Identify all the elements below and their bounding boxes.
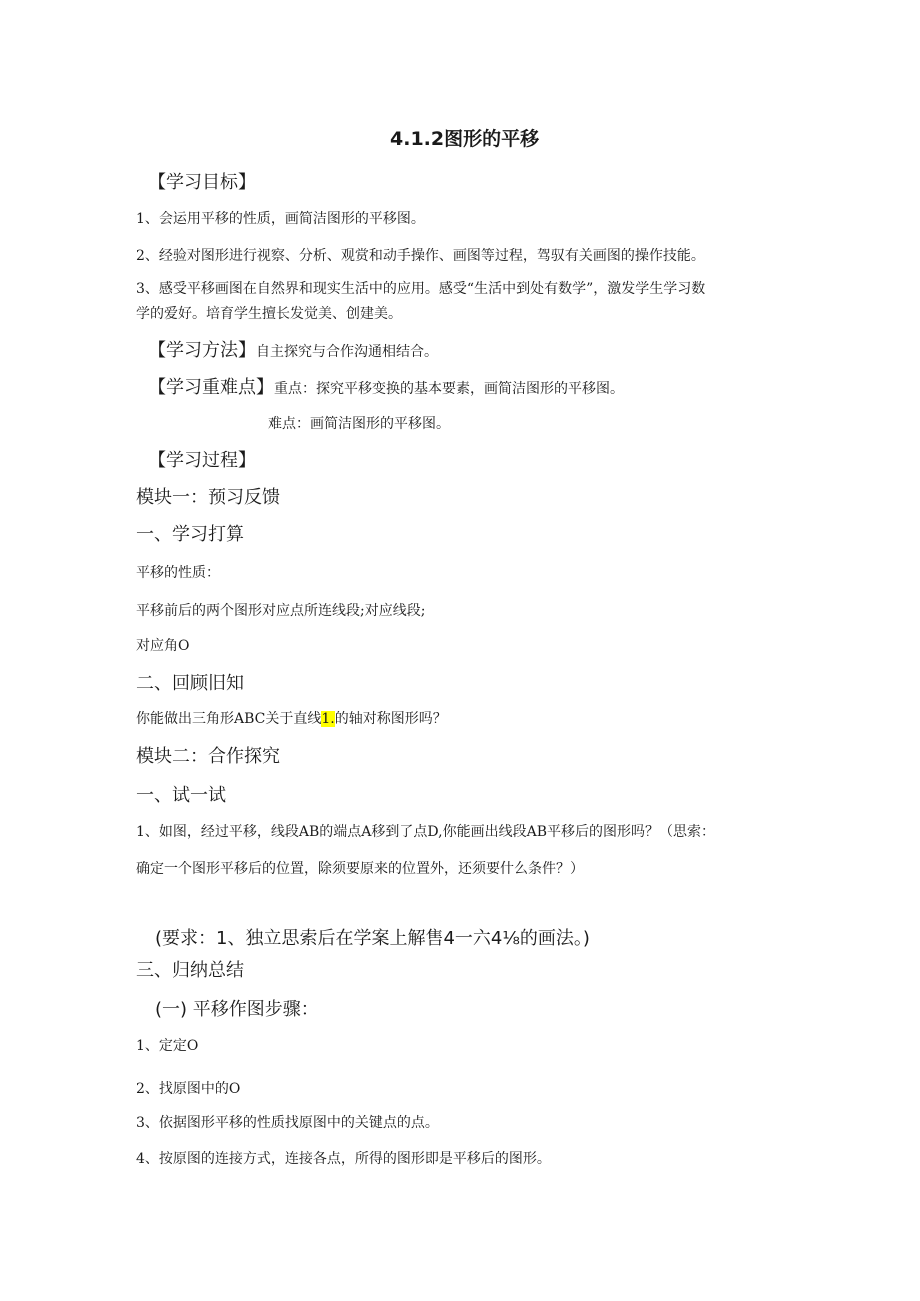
keypoints-difficulty: 难点：画简洁图形的平移图。 [268,416,450,432]
module2-sec3-subheading: (一) 平移作图步骤： [155,999,319,1020]
requirement-note: (要求：1、独立思索后在学案上解售4一六4⅛的画法。) [155,928,590,949]
keypoints-key: 重点：探究平移变换的基本要素，画简洁图形的平移图。 [274,381,624,397]
method-line [148,340,438,362]
objective-item: 2、经验对图形进行视察、分析、观赏和动手操作、画图等过程，驾驭有关画图的操作技能。 [136,248,705,264]
module1-sec1-line: 对应角O [136,638,190,654]
step-item: 3、依据图形平移的性质找原图中的关键点的点。 [136,1115,439,1131]
module1-heading: 模块一：预习反馈 [136,487,280,508]
objective-item: 3、感受平移画图在自然界和现实生活中的应用。感受“生活中到处有数学”，激发学生学习数 [136,281,706,297]
module2-sec3-heading: 三、归纳总结 [136,960,244,981]
objectives-heading: 【学习目标】 [148,172,256,193]
method-text: 自主探究与合作沟通相结合。 [256,344,438,360]
module1-sec1-heading: 一、学习打算 [136,524,244,545]
module2-heading: 模块二：合作探究 [136,746,280,767]
keypoints-line [148,377,624,399]
objective-item: 1、会运用平移的性质，画简洁图形的平移图。 [136,211,425,227]
question-text-before: 你能做出三角形ABC关于直线 [136,711,322,727]
step-item: 2、找原图中的O [136,1081,241,1097]
module2-sec1-line: 确定一个图形平移后的位置，除须要原来的位置外，还须要什么条件？） [136,861,584,877]
process-heading: 【学习过程】 [148,450,256,471]
highlighted-line-label: 1. [321,711,335,727]
objective-item: 学的爱好。培育学生擅长发觉美、创建美。 [136,306,402,322]
module2-sec1-heading: 一、试一试 [136,785,226,806]
module2-sec1-line: 1、如图，经过平移，线段AB的端点A移到了点D,你能画出线段AB平移后的图形吗？（思索： [136,824,715,840]
module1-sec1-line: 平移的性质： [136,565,220,581]
module1-sec2-question [136,711,447,728]
keypoints-label: 【学习重难点】 [148,377,274,398]
question-text-after: 的轴对称图形吗？ [334,711,447,727]
module1-sec2-heading: 二、回顾旧知 [136,673,244,694]
step-item: 1、定定O [136,1038,199,1054]
step-item: 4、按原图的连接方式，连接各点，所得的图形即是平移后的图形。 [136,1151,551,1167]
module1-sec1-line: 平移前后的两个图形对应点所连线段;对应线段; [136,603,426,619]
page-title: 4.1.2图形的平移 [390,128,540,150]
method-label: 【学习方法】 [148,340,256,361]
